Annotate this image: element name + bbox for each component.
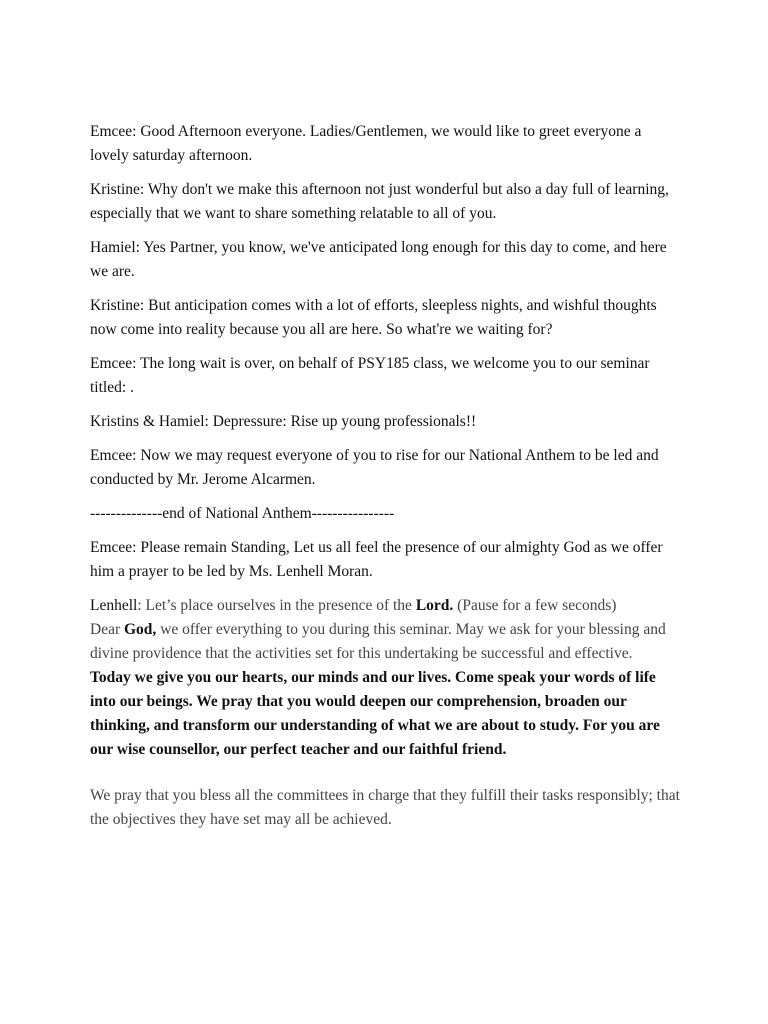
seminar-title-line: Kristins & Hamiel: Depressure: Rise up young professionals!! (90, 413, 477, 430)
prayer-body-1: we offer everything to you during this seminar. May we ask for your blessing and divine providence that the activities set for this undertaking be successful and effective. (90, 621, 666, 662)
kristine-line-1: Kristine: Why don't we make this afternoon not just wonderful but also a day full of learning, especially that we want to share something relatable to all of you. (90, 181, 669, 222)
emcee-welcome: Emcee: The long wait is over, on behalf of PSY185 class, we welcome you to our seminar titled: . (90, 355, 650, 396)
prayer-opening (90, 594, 680, 618)
kristine-line-2: Kristine: But anticipation comes with a lot of efforts, sleepless nights, and wishful thoughts now come into reality because you all are here. So what're we waiting for? (90, 297, 657, 338)
prayer-body-2: Today we give you our hearts, our minds and our lives. Come speak your words of life into our beings. We pray that you would deepen our comprehension, broaden our thinking, and transform our understanding of what we are about to study. For you are our wise counsellor, our perfect teacher and our faithful friend. (90, 669, 660, 758)
god-word: God, (124, 621, 157, 638)
dear-word: Dear (90, 621, 124, 638)
lord-word: Lord. (415, 597, 454, 614)
prayer-speaker: Lenhell (90, 597, 138, 614)
emcee-anthem: Emcee: Now we may request everyone of you to rise for our National Anthem to be led and conducted by Mr. Jerome Alcarmen. (90, 447, 659, 488)
paragraph-gap (90, 762, 680, 784)
document-page (90, 120, 680, 832)
prayer-body-3: We pray that you bless all the committees in charge that they fulfill their tasks responsibly; that the objectives they have set may all be achieved. (90, 787, 680, 828)
prayer-opening-text: : Let’s place ourselves in the presence of the (137, 597, 416, 614)
prayer-dear-god (90, 618, 680, 666)
anthem-divider: --------------end of National Anthem---------------- (90, 505, 395, 522)
prayer-pause-text: (Pause for a few seconds) (453, 597, 617, 614)
emcee-prayer-intro: Emcee: Please remain Standing, Let us all feel the presence of our almighty God as we offer him a prayer to be led by Ms. Lenhell Moran. (90, 539, 663, 580)
emcee-greeting: Emcee: Good Afternoon everyone. Ladies/Gentlemen, we would like to greet everyone a lovely saturday afternoon. (90, 123, 642, 164)
hamiel-line: Hamiel: Yes Partner, you know, we've anticipated long enough for this day to come, and here we are. (90, 239, 667, 280)
